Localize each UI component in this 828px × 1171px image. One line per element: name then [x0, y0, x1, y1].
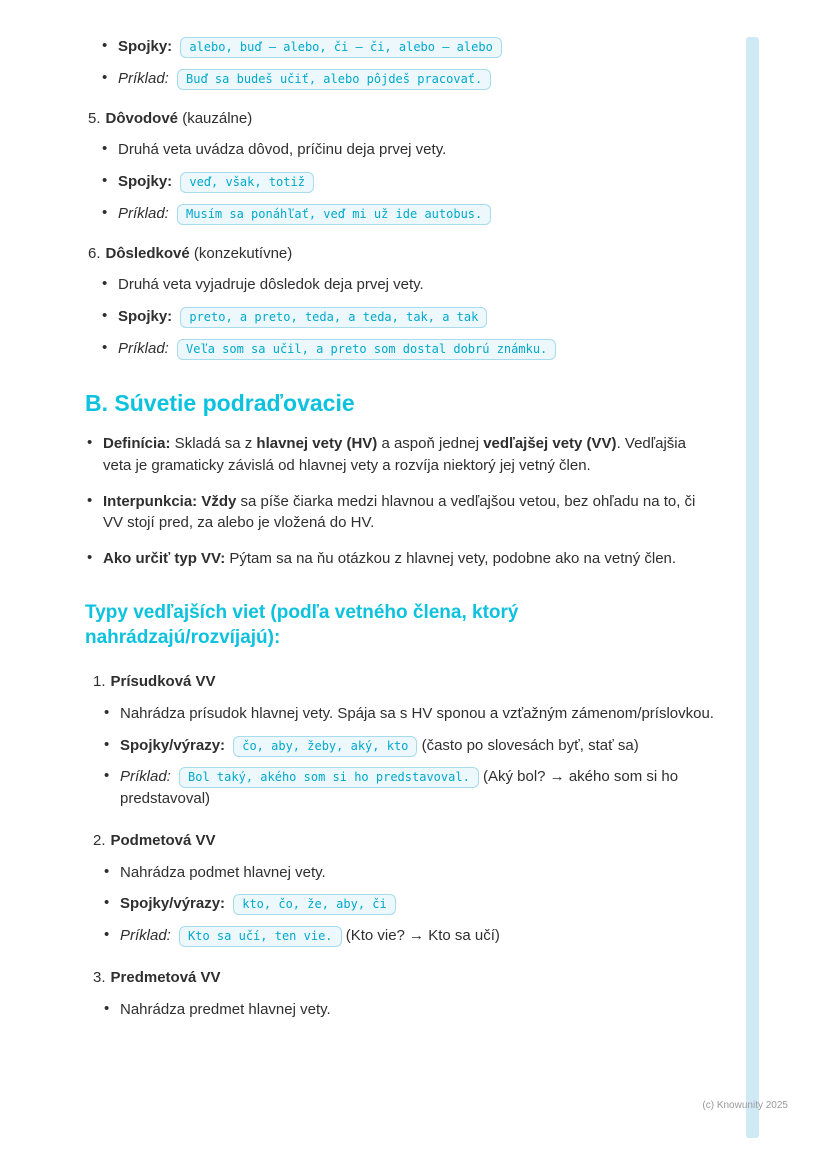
right-accent-bar — [746, 37, 759, 1138]
list-item-priklad — [100, 68, 718, 90]
list-item-ako-urcit — [85, 548, 713, 570]
type-title-line — [93, 830, 721, 852]
list-item-interpunkcia — [85, 491, 713, 535]
type-number: 2. — [93, 831, 106, 849]
list-item-spojky — [100, 36, 718, 58]
priklad-suffix: (Aký bol? → akého som si ho predstavoval) — [120, 768, 679, 808]
type-prisudkova — [90, 671, 721, 810]
definicia-label: Definícia: — [103, 435, 171, 453]
priklad-code: Musím sa ponáhľať, veď mi už ide autobus. — [177, 204, 491, 225]
copyright-text: (c) Knowunity 2025 — [702, 1100, 788, 1111]
section-bullet-list — [100, 139, 721, 224]
spojky-code: veď, však, totiž — [180, 172, 314, 193]
spojky-code: čo, aby, žeby, aký, kto — [233, 736, 417, 757]
list-item-spojky — [102, 893, 720, 915]
section-title-suffix: (konzekutívne) — [189, 244, 293, 262]
section-number: 6. — [88, 244, 101, 262]
spojky-suffix: (často po slovesách byť, stať sa) — [417, 736, 639, 754]
definicia-text-3: . Vedľajšia veta je gramaticky závislá od hlavnej vety a rozvíja niektorý jej vetný člen. — [103, 435, 686, 474]
list-item-desc — [102, 862, 720, 884]
priklad-label: Príklad: — [120, 927, 171, 945]
type-title: Podmetová VV — [110, 831, 216, 849]
type-number: 3. — [93, 968, 106, 986]
priklad-code: Buď sa budeš učiť, alebo pôjdeš pracovať. — [177, 69, 491, 90]
section-dovodove — [85, 108, 721, 225]
type-bullet-list — [102, 703, 721, 810]
type-title: Predmetová VV — [110, 968, 221, 986]
section-title-suffix: (kauzálne) — [178, 109, 253, 127]
spojky-label: Spojky/výrazy: — [120, 736, 226, 754]
type-bullet-list — [102, 862, 721, 947]
type-bullet-list — [102, 999, 721, 1021]
section-number: 5. — [88, 109, 101, 127]
spojky-code: preto, a preto, teda, a teda, tak, a tak — [180, 307, 487, 328]
intro-bullet-list — [100, 36, 721, 90]
desc-text: Druhá veta uvádza dôvod, príčinu deja prvej vety. — [118, 141, 447, 159]
type-number: 1. — [93, 673, 106, 691]
priklad-code: Kto sa učí, ten vie. — [179, 926, 342, 947]
section-title: Dôsledkové — [105, 244, 190, 262]
priklad-code: Veľa som sa učil, a preto som dostal dobrú známku. — [177, 339, 556, 360]
type-podmetova — [90, 830, 721, 947]
type-title-line — [93, 671, 721, 693]
type-title-line — [93, 967, 721, 989]
list-item-priklad — [100, 203, 718, 225]
list-item-priklad — [102, 766, 720, 810]
spojky-code: kto, čo, že, aby, či — [233, 894, 396, 915]
list-item-definicia — [85, 433, 713, 477]
definicia-text-2: a aspoň jednej — [377, 435, 484, 453]
list-item-priklad — [102, 925, 720, 947]
list-item-desc — [100, 274, 718, 296]
spojky-label: Spojky: — [118, 308, 173, 325]
interpunkcia-text: sa píše čiarka medzi hlavnou a vedľajšou vetou, bez ohľadu na to, či VV stojí pred, za alebo je vložená do HV. — [103, 492, 696, 532]
spojky-label: Spojky: — [118, 173, 173, 190]
list-item-spojky — [100, 306, 718, 328]
spojky-label: Spojky: — [118, 38, 173, 55]
definicia-text-1: Skladá sa z — [170, 435, 257, 453]
section-title-line — [88, 243, 721, 265]
priklad-label: Príklad: — [118, 69, 169, 87]
spojky-code: alebo, buď – alebo, či – či, alebo – alebo — [180, 37, 501, 58]
definicia-bold-hv: hlavnej vety (HV) — [256, 435, 378, 453]
section-title: Dôvodové — [105, 109, 179, 127]
interpunkcia-label: Interpunkcia: Vždy — [103, 492, 237, 510]
list-item-spojky — [102, 735, 720, 757]
heading-suvetie-podradovacie: B. Súvetie podraďovacie — [85, 389, 355, 416]
list-item-desc — [102, 703, 720, 725]
list-item-desc — [102, 999, 720, 1021]
desc-text: Nahrádza prísudok hlavnej vety. Spája sa s HV sponou a vzťažným zámenom/príslovkou. — [120, 704, 714, 722]
section-bullet-list — [100, 274, 721, 359]
ako-urcit-text: Pýtam sa na ňu otázkou z hlavnej vety, podobne ako na vetný člen. — [225, 550, 677, 568]
priklad-suffix: (Kto vie? → Kto sa učí) — [341, 927, 500, 945]
section-dosledkove — [85, 243, 721, 360]
desc-text: Nahrádza predmet hlavnej vety. — [120, 1000, 331, 1018]
type-title: Prísudková VV — [110, 673, 216, 691]
section-title-line — [88, 108, 721, 130]
document-content — [85, 26, 721, 1030]
ako-urcit-label: Ako určiť typ VV: — [103, 550, 226, 568]
spojky-label: Spojky/výrazy: — [120, 895, 226, 913]
priklad-code: Bol taký, akého som si ho predstavoval. — [179, 767, 479, 788]
desc-text: Nahrádza podmet hlavnej vety. — [120, 863, 326, 881]
definicia-bold-vv: vedľajšej vety (VV) — [483, 435, 617, 453]
list-item-spojky — [100, 171, 718, 193]
desc-text: Druhá veta vyjadruje dôsledok deja prvej vety. — [118, 276, 424, 294]
subheading-typy-vv: Typy vedľajších viet (podľa vetného člena, ktorý nahrádzajú/rozvíjajú): — [85, 601, 519, 649]
type-predmetova — [90, 967, 721, 1021]
priklad-label: Príklad: — [118, 204, 169, 222]
priklad-label: Príklad: — [118, 339, 169, 357]
main-bullet-list — [85, 433, 721, 570]
list-item-priklad — [100, 338, 718, 360]
list-item-desc — [100, 139, 718, 161]
priklad-label: Príklad: — [120, 768, 171, 786]
